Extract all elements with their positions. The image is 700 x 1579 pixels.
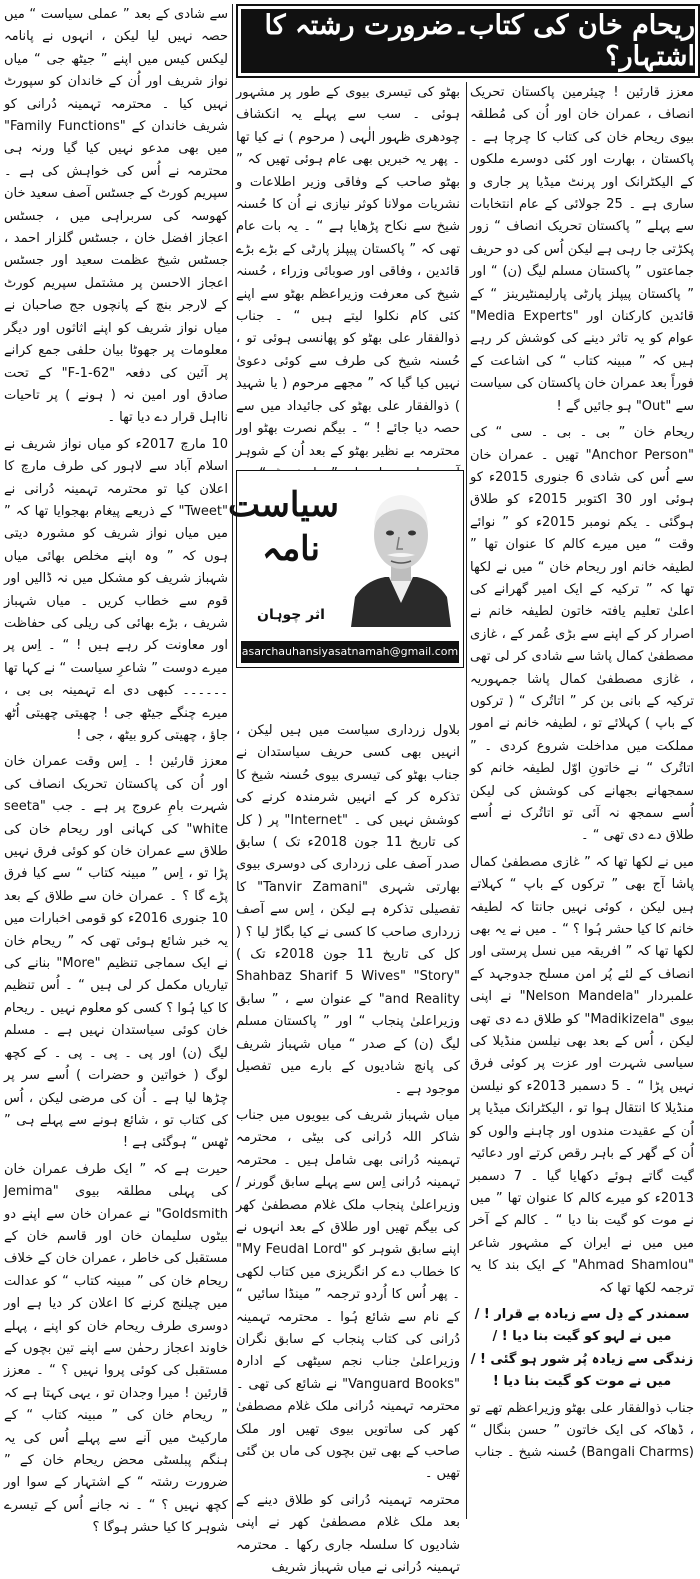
paragraph: حیرت ہے کہ ” ایک طرف عمران خان کی پہلی مطلقہ بیوی "Jemima Goldsmith" نے عمران خان سے اپنے دو بیٹوں سلیمان خان اور قاسم خان کے مستقبل کی خاطر ، عمران خان کے خلاف ریحام خان کی ” مبینہ کتاب “ کو عدالت میں چیلنج کرنے کا اعلان کر دیا ہے اور دوسری طرف ریحام خان کو اپنے ، پہلے خاوند اعجاز رحمٰن سے اپنے تین بچوں کے مستقبل کی کوئی پروا نہیں ؟ “ ۔ معزز قارئین ! میرا وجدان تو ، یہی کہتا ہے کہ ” ریحام خان کی ” مبینہ کتاب “ کے مارکیٹ میں آنے سے پہلے اُس کی یہ ہنگم پبلسٹی محض ریحام خان کے ” ضرورت رشتہ “ کے اشتہار کے سوا اور کچھ نہیں ؟ “ ۔ نہ جانے اُس کے تیسرے شوہر کا کیا حشر ہوگا ؟ <box>4 1161 228 1536</box>
paragraph: 10 مارچ 2017ء کو میاں نواز شریف نے اسلام آباد سے لاہور کی طرف مارچ کا اعلان کیا تو محترمہ تہمینہ دُرانی نے "Tweet" کے ذریعے پیغام بھجوایا تھا کہ ” میں میاں نواز شریف کو مشورہ دیتی ہوں کہ ” وہ اپنے مخلص بھائی میاں شہباز شریف کو مشکل میں نہ ڈالیں اور قوم سے خطاب کریں ۔ میاں شہباز شریف ، بڑے بھائی کی ریلی کی حفاظت اور معاونت کر رہے ہیں ! “ ۔ اِس پر میرے دوست ” شاعرِ سیاست “ نے کہا تھا ۔۔۔۔۔۔ کبھی دی اے تہمینہ بی بی ، میرے چنگے جیٹھ جی ! چھیتی چھیتی اُٹھ جاؤ ، چھیتی کرو بیٹھ ، جی ! <box>4 436 228 743</box>
headline-title: ریحام خان کی کتاب۔ضرورت رشتہ کا اشتہار؟ <box>241 9 695 73</box>
middle-lower-text <box>236 720 460 1579</box>
column-middle <box>228 82 460 1576</box>
paragraph: محترمہ تہمینہ دُرانی کو طلاق دینے کے بعد ملک غلام مصطفیٰ کھر نے اپنی شادیوں کا سلسلہ جاری رکھا ۔ محترمہ تہمینہ دُرانی نے میاں شہباز شریف <box>236 1492 460 1576</box>
column-logo-text: سیاست نامہ <box>228 485 339 569</box>
headline-banner <box>236 4 700 78</box>
paragraph: معزز قارئین ! ۔ اِس وقت عمران خان اور اُن کی پاکستان تحریک انصاف کی شہرت بامِ عروج پر ہے ۔ جب "seeta white" کی کہانی اور ریحام خان کی طلاق سے عمران خان کو کوئی فرق نہیں پڑا تو ، اِس ” مبینہ کتاب “ سے کیا فرق پڑے گا ؟ ۔ عمران خان سے طلاق کے بعد 10 جنوری 2016ء کو قومی اخبارات میں یہ خبر شائع ہوئی تھی کہ ” ریحام خان نے ایک سماجی تنظیم "More" بنانے کی تیاریاں مکمل کر لی ہیں “ ۔ اُس تنظیم کا کیا ہُوا ؟ کسی کو معلوم نہیں ۔ ریحام خان کوئی سیاستدان نہیں ہے ۔ مسلم لیگ (ن) اور پی ۔ پی ۔ پی ۔ کے کچھ لوگ ( خواتین و حضرات ) اُسے سر پر چڑھا لیا ہے ۔ اُن کی مرضی لیکن ، اُس کی کتاب تو ، شائع ہونے سے پہلے ہی ” ٹھس “ ہوگئی ہے ! <box>4 754 228 1151</box>
paragraph: بلاول زرداری سیاست میں ہیں لیکن ، انہیں بھی کسی حریف سیاستدان نے جناب بھٹو کی تیسری بیوی حُسنہ شیخ کا تذکرہ کر کے انہیں شرمندہ کرنے کی کوشش نہیں کی ۔ "Internet" پر ( کل کی تاریخ 11 جون 2018ء تک ) سابق صدر آصف علی زرداری کی دوسری بیوی بھارتی شہری "Tanvir Zamani" کا تفصیلی تذکرہ ہے لیکن ، اِس سے آصف زرداری صاحب کا کسی نے کیا بگاڑ لیا ؟ ( کل کی تاریخ 11 جون 2018ء تک ) "Shahbaz Sharif 5 Wives" "Story and Reality" کے عنوان سے ، ” سابق وزیراعلیٰ پنجاب “ اور ” پاکستان مسلم لیگ (ن) کے صدر “ میاں شہباز شریف کی پانچ شادیوں کے بارے میں تفصیل موجود ہے ۔ <box>236 723 460 1097</box>
author-portrait <box>345 477 457 627</box>
paragraph: میاں شہباز شریف کی بیویوں میں جناب شاکر اللہ دُرانی کی بیٹی ، محترمہ تہمینہ دُرانی بھی شامل ہیں ۔ محترمہ تہمینہ دُرانی اِس سے پہلے سابق گورنر / وزیراعلیٰ پنجاب ملک غلام مصطفیٰ کھر کی بیگم تھیں اور طلاق کے بعد انہوں نے اپنے سابق شوہر کو "My Feudal Lord" کا خطاب دے کر انگریزی میں کتاب لکھی ۔ پھر اُس کا اُردو ترجمہ ” مینڈا سائیں “ کے نام سے شائع ہُوا ۔ محترمہ تہمینہ دُرانی کی کتاب پنجاب کے سابق نگران وزیراعلیٰ جناب نجم سیٹھی کے ادارہ "Vanguard Books" نے شائع کی تھی ۔ محترمہ تہمینہ دُرانی ملک غلام مصطفیٰ کھر کی ساتویں بیوی تھیں اور ملک صاحب کے بھی تین بچوں کی ماں بن گئی تھیں ۔ <box>236 1107 460 1482</box>
author-name: اثر چوہان <box>257 607 325 623</box>
column-left <box>4 4 228 1536</box>
poem-stanza: سمندر کے دِل سے زیادہ بے قرار ! / میں نے لہو کو گیت بنا دیا ! / زندگی سے زیادہ پُر شور ہو گئی ! / میں نے موت کو گیت بنا دیا ! <box>470 1306 694 1390</box>
column-divider <box>232 4 233 1519</box>
column-header-box <box>228 470 464 668</box>
paragraph: جناب ذوالفقار علی بھٹو وزیراعظم تھے تو ، ڈھاکہ کی ایک خاتون ” حسن بنگال “ (Bangali Charms) حُسنہ شیخ ۔ جناب <box>470 1400 694 1461</box>
paragraph: سے شادی کے بعد ” عملی سیاست “ میں حصہ نہیں لیا لیکن ، انہوں نے پانامہ لیکس کیس میں اپنے ” جیٹھ جی “ میاں نواز شریف اور اُن کے خاندان کو سپورٹ نہیں کیا ۔ محترمہ تہمینہ دُرانی کو شریف خاندان کے "Family Functions" میں بھی مدعو نہیں کیا گیا ورنہ ہی محترمہ نے اُس کی خواہش کی ہے ۔ سپریم کورٹ کے جسٹس آصف سعید خان کھوسہ کی سربراہی میں ، جسٹس اعجاز افضل خان ، جسٹس گلزار احمد ، جسٹس شیخ عظمت سعید اور جسٹس اعجاز الاحسن پر مشتمل سپریم کورٹ کے لارجر بنچ کے پانچوں جج صاحبان نے میاں نواز شریف کو اپنے اثاثوں اور دیگر معلومات پر جھوٹا بیان حلفی جمع کرانے پر آئین کی دفعہ "62-F-1" کے تحت صادق اور امین نہ ( ہونے ) پر تاحیات نااہل قرار دے دیا تھا ۔ <box>4 7 228 426</box>
column-divider <box>466 82 467 1519</box>
paragraph: ریحام خان ” بی ۔ بی ۔ سی “ کی "Anchor Person" تھیں ۔ عمران خان سے اُس کی شادی 6 جنوری 2015ء کو ہوئی اور 30 اکتوبر 2015ء کو طلاق ہوگئی ۔ یکم نومبر 2015ء کو ” نوائے وقت “ میں میرے کالم کا عنوان تھا ” لطیفہ خانم اور ریحام خان “ میں نے لکھا تھا کہ ” ترکیہ کے ایک امیر گھرانے کی اعلیٰ تعلیم یافتہ خاتون لطیفہ خانم نے اصرار کر کے اپنے سے بڑی عُمر کے ، غازی مصطفیٰ کمال پاشا سے شادی کر لی تھی ، غازی مصطفیٰ کمال پاشا جمہوریہ ترکیہ کے بانی بن کر ” اتاتُرک “ ( ترکوں کے باپ ) کہلائے تو ، لطیفہ خانم نے امور مملکت میں مداخلت شروع کردی ۔ ” اتاتُرک “ نے خاتونِ اوّل لطیفہ خانم کو سمجھانے بجھانے کی کوشش کی لیکن اُسے سمجھ نہ آئی تو اتاتُرک نے اُسے طلاق دے دی تھی “ ۔ <box>470 425 694 844</box>
paragraph: معزز قارئین ! چیئرمین پاکستان تحریک انصاف ، عمران خان اور اُن کی مُطلقہ بیوی ریحام خان کی کتاب کا چرچا ہے ۔ پاکستان ، بھارت اور کئی دوسرے ملکوں کے الیکٹرانک اور پرنٹ میڈیا پر جاری و ساری ہے ۔ 25 جولائی کے عام انتخابات سے پہلے ” پاکستان تحریک انصاف “ زور پکڑتی جا رہی ہے لیکن اُس کی دو حریف جماعتوں ” پاکستان مسلم لیگ (ن) “ اور ” پاکستان پیپلز پارٹی پارلیمنٹیرینز “ کے قائدین کارکنان اور "Media Experts" عوام کو یہ تاثر دینے کی کوشش کر رہے ہیں کہ ” مبینہ کتاب “ کی اشاعت کے فوراً بعد عمران خان پاکستان کی سیاست سے "Out" ہو جائیں گے ! <box>470 85 694 414</box>
middle-upper-text <box>236 82 460 464</box>
column-right <box>470 82 694 1518</box>
author-email: asarchauhansiyasatnamah@gmail.com <box>241 641 459 663</box>
column-logo <box>228 483 339 623</box>
paragraph: بھٹو کی تیسری بیوی کے طور پر مشہور ہوئی ۔ سب سے پہلے یہ انکشاف چودھری ظہور الٰہی ( مرحوم ) نے کیا تھا ۔ پھر یہ خبریں بھی عام ہوئی تھیں کہ ” بھٹو صاحب کے وفاقی وزیر اطلاعات و نشریات مولانا کوثر نیازی نے اُن کا حُسنہ شیخ سے نکاح پڑھایا ہے “ ۔ یہ بات عام تھی کہ ” پاکستان پیپلز پارٹی کے بڑے بڑے قائدین ، وفاقی اور صوبائی وزراء ، حُسنہ شیخ کی معرفت وزیراعظم بھٹو سے اپنے کئی کام نکلوا لیتے ہیں “ ۔ جناب ذوالفقار علی بھٹو کو پھانسی ہوئی تو ، حُسنہ شیخ کی طرف سے کوئی دعویٰ نہیں کیا گیا کہ ” مجھے مرحوم ( یا شہید ) ذوالفقار علی بھٹو کی جائیداد میں سے حصہ دیا جائے ! “ ۔ بیگم نصرت بھٹو اور محترمہ بے نظیر بھٹو کے بعد اُن کے شوہر <box>236 85 460 459</box>
paragraph: میں نے لکھا تھا کہ ” غازی مصطفیٰ کمال پاشا آج بھی ” ترکوں کے باپ “ کہلاتے ہیں لیکن ، کوئی نہیں جانتا کہ لطیفہ خانم کا کیا حشر ہُوا ؟ “ ۔ میں نے یہ بھی لکھا تھا کہ ” افریقہ میں نسل پرستی اور انصاف کے لئے پُر امن مسلح جدوجہد کے علمبردار "Nelson Mandela" نے اپنی بیوی "Madikizela" کو طلاق دے دی تھی لیکن ، اُس کے بعد بھی نیلسن منڈیلا کی سیاسی شہرت اور عزت پر کوئی فرق نہیں پڑا “ ۔ 5 دسمبر 2013ء کو نیلسن منڈیلا کا انتقال ہوا تو ، الیکٹرانک میڈیا پر اُن کے عقیدت مندوں اور چاہنے والوں کو اُن کے گھر کے باہر رقص کرتے اور دعائیہ گیت گاتے ہوئے دکھایا گیا ۔ 7 دسمبر 2013ء کو میرے کالم کا عنوان تھا ” میں نے موت کو گیت بنا دیا “ ۔ کالم کے آخر میں میں نے ایران کے مشہور شاعر "Ahmad Shamlou" کے ایک بند کا یہ ترجمہ لکھا تھا کہ <box>470 854 695 1296</box>
